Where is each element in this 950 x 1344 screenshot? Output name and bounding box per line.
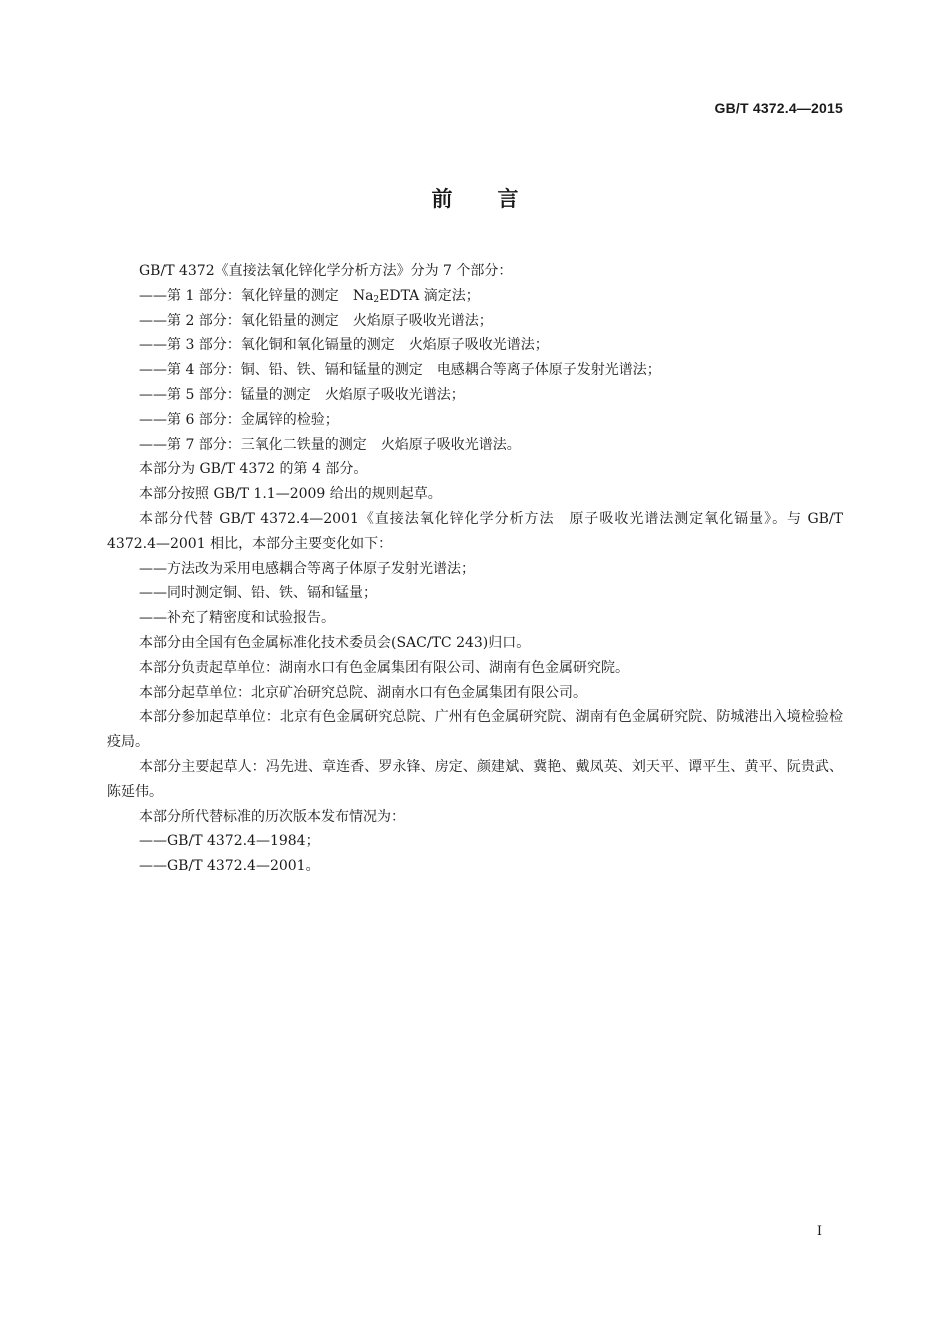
list-item — [107, 829, 843, 854]
list-item — [107, 606, 843, 631]
participating-units: 本部分参加起草单位：北京有色金属研究总院、广州有色金属研究院、湖南有色金属研究院、防城港出入境检验检疫局。 — [107, 709, 843, 751]
part-method: 电感耦合等离子体原子发射光谱法； — [436, 362, 661, 379]
dash-marker: —— — [139, 362, 167, 379]
history-version: GB/T 4372.4—2001。 — [167, 858, 320, 875]
part-label: 第 6 部分：金属锌的检验； — [167, 411, 339, 428]
dash-marker: —— — [139, 610, 167, 627]
dash-marker: —— — [139, 337, 167, 354]
part-label: 第 5 部分：锰量的测定 — [167, 386, 311, 403]
change-text: 同时测定铜、铅、铁、镉和锰量； — [167, 585, 377, 602]
part-method-suffix: EDTA 滴定法； — [379, 287, 480, 304]
replacement-statement: 本部分代替 GB/T 4372.4—2001《直接法氧化锌化学分析方法 原子吸收光谱法测定氧化镉量》。与 GB/T 4372.4—2001 相比，本部分主要变化如下： — [107, 510, 843, 552]
list-item — [107, 383, 843, 408]
dash-marker: —— — [139, 436, 167, 453]
centralized-statement: 本部分由全国有色金属标准化技术委员会(SAC/TC 243)归口。 — [139, 634, 531, 651]
page-number: I — [816, 1224, 822, 1239]
history-version: GB/T 4372.4—1984； — [167, 833, 320, 850]
dash-marker: —— — [139, 287, 167, 304]
dash-marker: —— — [139, 585, 167, 602]
list-item — [107, 284, 843, 309]
list-item — [107, 433, 843, 458]
list-item — [107, 854, 843, 879]
part-method: 火焰原子吸收光谱法。 — [380, 436, 521, 453]
standard-code: GB/T 4372.4—2015 — [714, 100, 843, 116]
part-statement: 本部分为 GB/T 4372 的第 4 部分。 — [139, 461, 368, 478]
dash-marker: —— — [139, 312, 167, 329]
dash-marker: —— — [139, 560, 167, 577]
part-method-subscript: 2 — [373, 294, 380, 305]
dash-marker: —— — [139, 833, 167, 850]
list-item — [107, 408, 843, 433]
part-label: 第 3 部分：氧化铜和氧化镉量的测定 — [167, 337, 395, 354]
part-label: 第 7 部分：三氧化二铁量的测定 — [167, 436, 367, 453]
list-item — [107, 557, 843, 582]
drafters: 本部分主要起草人：冯先进、章连香、罗永锋、房定、颜建斌、冀艳、戴凤英、刘天平、谭平生、黄平、阮贵武、陈延伟。 — [107, 758, 843, 800]
part-label: 第 2 部分：氧化铅量的测定 — [167, 312, 339, 329]
part-label: 第 4 部分：铜、铅、铁、镉和锰量的测定 — [167, 362, 423, 379]
rules-statement: 本部分按照 GB/T 1.1—2009 给出的规则起草。 — [139, 486, 442, 503]
change-text: 补充了精密度和试验报告。 — [167, 610, 335, 627]
intro-paragraph: GB/T 4372《直接法氧化锌化学分析方法》分为 7 个部分： — [139, 263, 513, 279]
drafting-units: 本部分起草单位：北京矿冶研究总院、湖南水口有色金属集团有限公司。 — [139, 684, 587, 701]
part-method: 火焰原子吸收光谱法； — [352, 312, 493, 329]
responsible-units: 本部分负责起草单位：湖南水口有色金属集团有限公司、湖南有色金属研究院。 — [139, 659, 629, 676]
change-text: 方法改为采用电感耦合等离子体原子发射光谱法； — [167, 560, 475, 577]
list-item — [107, 358, 843, 383]
page-title: 前言 — [431, 187, 564, 211]
part-label: 第 1 部分：氧化锌量的测定 — [167, 287, 339, 304]
list-item — [107, 333, 843, 358]
part-method-prefix: Na — [352, 287, 374, 304]
dash-marker: —— — [139, 411, 167, 428]
list-item — [107, 309, 843, 334]
history-intro: 本部分所代替标准的历次版本发布情况为： — [139, 808, 405, 825]
dash-marker: —— — [139, 858, 167, 875]
part-method: 火焰原子吸收光谱法； — [408, 337, 549, 354]
list-item — [107, 581, 843, 606]
foreword-body — [107, 259, 843, 879]
dash-marker: —— — [139, 386, 167, 403]
part-method: 火焰原子吸收光谱法； — [324, 386, 465, 403]
